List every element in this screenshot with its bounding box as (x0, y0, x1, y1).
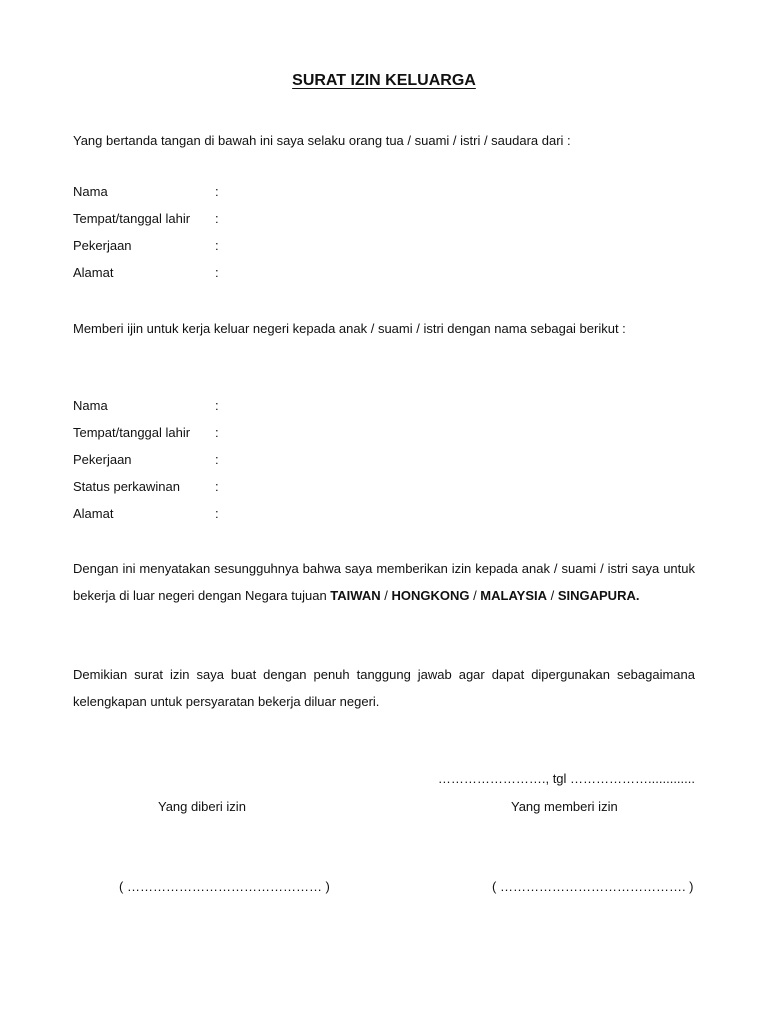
field-colon: : (215, 479, 219, 494)
statement-paragraph (73, 555, 695, 609)
permission-paragraph: Memberi ijin untuk kerja keluar negeri kepada anak / suami / istri dengan nama sebagai berikut : (73, 321, 626, 336)
signature-line-recipient: ( ……………………………………… ) (119, 879, 330, 894)
field-label: Nama (73, 184, 108, 199)
field-colon: : (215, 238, 219, 253)
field-colon: : (215, 398, 219, 413)
field-label: Pekerjaan (73, 238, 132, 253)
country-malaysia: MALAYSIA (480, 588, 547, 603)
signature-label-grantor: Yang memberi izin (511, 799, 618, 814)
separator: / (380, 588, 392, 603)
field-label: Tempat/tanggal lahir (73, 211, 191, 226)
country-singapura: SINGAPURA. (557, 588, 640, 603)
field-colon: : (215, 425, 219, 440)
statement-text: Dengan ini menyatakan sesungguhnya bahwa saya memberikan izin kepada anak / suami / istri saya untuk bekerja di luar negeri dengan Negara tujuan (73, 561, 695, 603)
signature-label-recipient: Yang diberi izin (158, 799, 246, 814)
field-colon: : (215, 211, 219, 226)
field-colon: : (215, 506, 219, 521)
field-colon: : (215, 452, 219, 467)
field-label: Tempat/tanggal lahir (73, 425, 191, 440)
field-label: Nama (73, 398, 108, 413)
field-label: Status perkawinan (73, 479, 180, 494)
closing-paragraph: Demikian surat izin saya buat dengan penuh tanggung jawab agar dapat dipergunakan sebagaimana kelengkapan untuk persyaratan bekerja diluar negeri. (73, 667, 695, 709)
document-title: SURAT IZIN KELUARGA (292, 72, 476, 89)
separator: / (469, 588, 481, 603)
field-label: Alamat (73, 265, 114, 280)
intro-paragraph: Yang bertanda tangan di bawah ini saya selaku orang tua / suami / istri / saudara dari : (73, 133, 571, 148)
field-colon: : (215, 265, 219, 280)
separator: / (547, 588, 558, 603)
signature-line-grantor: ( ……………………………………. ) (492, 879, 694, 894)
field-colon: : (215, 184, 219, 199)
country-hongkong: HONGKONG (391, 588, 470, 603)
field-label: Pekerjaan (73, 452, 132, 467)
country-taiwan: TAIWAN (330, 588, 381, 603)
field-label: Alamat (73, 506, 114, 521)
date-place-line: ……………………., tgl ………………............. (437, 771, 695, 786)
